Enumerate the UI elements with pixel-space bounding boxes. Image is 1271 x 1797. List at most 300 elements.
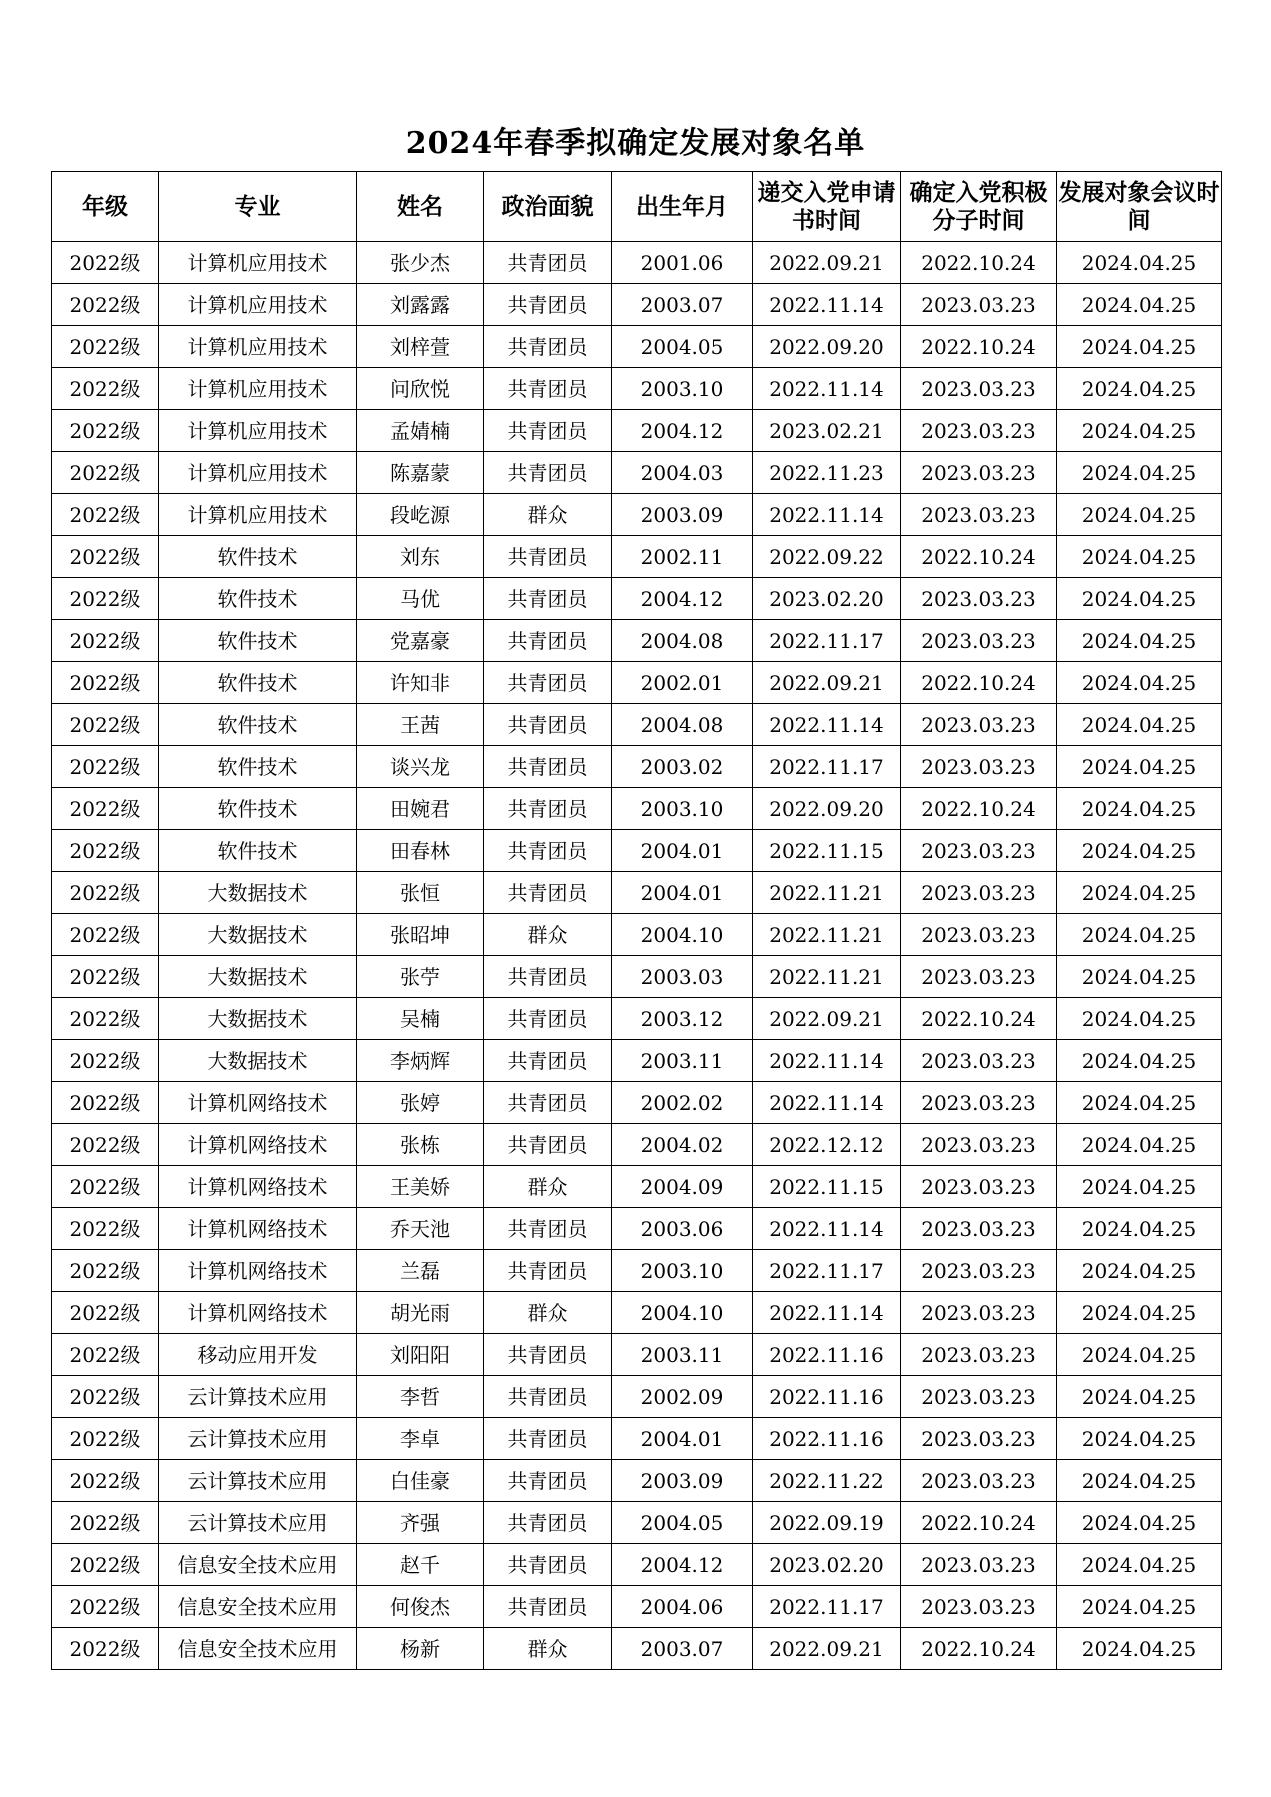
major-cell: 软件技术 [159,620,357,662]
activist-date-cell: 2022.10.24 [901,662,1057,704]
activist-date-cell: 2023.03.23 [901,1208,1057,1250]
activist-date-cell: 2023.03.23 [901,1082,1057,1124]
activist-date-cell: 2023.03.23 [901,620,1057,662]
meeting-date-cell: 2024.04.25 [1057,956,1222,998]
grade-cell: 2022级 [52,872,159,914]
table-row [52,1460,1222,1502]
political-status-cell: 群众 [484,1166,612,1208]
activist-date-cell: 2023.03.23 [901,1250,1057,1292]
name-cell: 齐强 [357,1502,484,1544]
name-cell: 段屹源 [357,494,484,536]
meeting-date-cell: 2024.04.25 [1057,242,1222,284]
table-row [52,578,1222,620]
major-cell: 移动应用开发 [159,1334,357,1376]
header-activist-date: 确定入党积极分子时间 [901,172,1057,242]
major-cell: 大数据技术 [159,998,357,1040]
application-date-cell: 2022.09.21 [753,662,901,704]
name-cell: 马优 [357,578,484,620]
name-cell: 张恒 [357,872,484,914]
name-cell: 谈兴龙 [357,746,484,788]
activist-date-cell: 2023.03.23 [901,1334,1057,1376]
meeting-date-cell: 2024.04.25 [1057,914,1222,956]
birth-date-cell: 2004.10 [612,1292,753,1334]
application-date-cell: 2022.11.15 [753,830,901,872]
birth-date-cell: 2002.11 [612,536,753,578]
header-row [52,172,1222,242]
table-row [52,1082,1222,1124]
table-row [52,452,1222,494]
name-cell: 杨新 [357,1628,484,1670]
major-cell: 云计算技术应用 [159,1418,357,1460]
application-date-cell: 2022.11.16 [753,1334,901,1376]
political-status-cell: 共青团员 [484,662,612,704]
birth-date-cell: 2004.08 [612,620,753,662]
activist-date-cell: 2023.03.23 [901,368,1057,410]
activist-date-cell: 2023.03.23 [901,1292,1057,1334]
table-row [52,956,1222,998]
name-cell: 兰磊 [357,1250,484,1292]
political-status-cell: 共青团员 [484,998,612,1040]
table-row [52,410,1222,452]
table-row [52,494,1222,536]
birth-date-cell: 2004.08 [612,704,753,746]
activist-date-cell: 2023.03.23 [901,578,1057,620]
table-row [52,1334,1222,1376]
major-cell: 软件技术 [159,788,357,830]
activist-date-cell: 2023.03.23 [901,1418,1057,1460]
birth-date-cell: 2003.09 [612,1460,753,1502]
birth-date-cell: 2004.01 [612,1418,753,1460]
grade-cell: 2022级 [52,284,159,326]
table-row [52,914,1222,956]
political-status-cell: 共青团员 [484,746,612,788]
name-cell: 李炳辉 [357,1040,484,1082]
meeting-date-cell: 2024.04.25 [1057,1250,1222,1292]
political-status-cell: 共青团员 [484,704,612,746]
major-cell: 大数据技术 [159,1040,357,1082]
header-meeting-date: 发展对象会议时间 [1057,172,1222,242]
birth-date-cell: 2003.03 [612,956,753,998]
birth-date-cell: 2004.03 [612,452,753,494]
meeting-date-cell: 2024.04.25 [1057,1586,1222,1628]
major-cell: 计算机网络技术 [159,1208,357,1250]
table-row [52,1250,1222,1292]
activist-date-cell: 2022.10.24 [901,536,1057,578]
grade-cell: 2022级 [52,578,159,620]
political-status-cell: 共青团员 [484,1082,612,1124]
grade-cell: 2022级 [52,662,159,704]
major-cell: 计算机应用技术 [159,494,357,536]
meeting-date-cell: 2024.04.25 [1057,1334,1222,1376]
major-cell: 软件技术 [159,662,357,704]
table-row [52,620,1222,662]
political-status-cell: 共青团员 [484,284,612,326]
application-date-cell: 2022.09.20 [753,788,901,830]
application-date-cell: 2022.11.14 [753,704,901,746]
political-status-cell: 共青团员 [484,956,612,998]
name-cell: 田春林 [357,830,484,872]
meeting-date-cell: 2024.04.25 [1057,536,1222,578]
activist-date-cell: 2022.10.24 [901,788,1057,830]
name-cell: 张栋 [357,1124,484,1166]
activist-date-cell: 2022.10.24 [901,242,1057,284]
birth-date-cell: 2004.09 [612,1166,753,1208]
activist-date-cell: 2023.03.23 [901,1166,1057,1208]
meeting-date-cell: 2024.04.25 [1057,326,1222,368]
header-name: 姓名 [357,172,484,242]
table-row [52,830,1222,872]
major-cell: 信息安全技术应用 [159,1628,357,1670]
birth-date-cell: 2003.07 [612,1628,753,1670]
grade-cell: 2022级 [52,452,159,494]
grade-cell: 2022级 [52,1208,159,1250]
meeting-date-cell: 2024.04.25 [1057,410,1222,452]
grade-cell: 2022级 [52,1334,159,1376]
application-date-cell: 2022.09.20 [753,326,901,368]
application-date-cell: 2022.09.21 [753,998,901,1040]
birth-date-cell: 2003.06 [612,1208,753,1250]
activist-date-cell: 2023.03.23 [901,1544,1057,1586]
political-status-cell: 共青团员 [484,788,612,830]
meeting-date-cell: 2024.04.25 [1057,998,1222,1040]
name-cell: 刘梓萱 [357,326,484,368]
birth-date-cell: 2003.10 [612,368,753,410]
major-cell: 计算机应用技术 [159,368,357,410]
political-status-cell: 共青团员 [484,1544,612,1586]
application-date-cell: 2022.11.14 [753,284,901,326]
name-cell: 吴楠 [357,998,484,1040]
header-major: 专业 [159,172,357,242]
application-date-cell: 2022.11.17 [753,746,901,788]
meeting-date-cell: 2024.04.25 [1057,578,1222,620]
birth-date-cell: 2004.06 [612,1586,753,1628]
major-cell: 大数据技术 [159,914,357,956]
table-row [52,998,1222,1040]
roster-body [52,242,1222,1670]
birth-date-cell: 2003.10 [612,788,753,830]
political-status-cell: 共青团员 [484,1040,612,1082]
grade-cell: 2022级 [52,704,159,746]
grade-cell: 2022级 [52,1460,159,1502]
major-cell: 软件技术 [159,578,357,620]
meeting-date-cell: 2024.04.25 [1057,1166,1222,1208]
application-date-cell: 2022.11.15 [753,1166,901,1208]
name-cell: 胡光雨 [357,1292,484,1334]
meeting-date-cell: 2024.04.25 [1057,704,1222,746]
activist-date-cell: 2023.03.23 [901,1586,1057,1628]
political-status-cell: 群众 [484,1628,612,1670]
activist-date-cell: 2023.03.23 [901,1376,1057,1418]
name-cell: 陈嘉蒙 [357,452,484,494]
grade-cell: 2022级 [52,1124,159,1166]
meeting-date-cell: 2024.04.25 [1057,494,1222,536]
meeting-date-cell: 2024.04.25 [1057,1082,1222,1124]
table-row [52,1040,1222,1082]
header-political-status: 政治面貌 [484,172,612,242]
grade-cell: 2022级 [52,536,159,578]
application-date-cell: 2022.11.21 [753,872,901,914]
grade-cell: 2022级 [52,1502,159,1544]
table-row [52,1502,1222,1544]
activist-date-cell: 2023.03.23 [901,872,1057,914]
political-status-cell: 群众 [484,1292,612,1334]
political-status-cell: 共青团员 [484,578,612,620]
name-cell: 王美娇 [357,1166,484,1208]
major-cell: 计算机网络技术 [159,1250,357,1292]
header-application-date: 递交入党申请书时间 [753,172,901,242]
application-date-cell: 2022.11.14 [753,1040,901,1082]
meeting-date-cell: 2024.04.25 [1057,1418,1222,1460]
name-cell: 许知非 [357,662,484,704]
activist-date-cell: 2023.03.23 [901,1124,1057,1166]
political-status-cell: 共青团员 [484,1250,612,1292]
activist-date-cell: 2022.10.24 [901,1628,1057,1670]
grade-cell: 2022级 [52,1376,159,1418]
meeting-date-cell: 2024.04.25 [1057,1460,1222,1502]
grade-cell: 2022级 [52,956,159,998]
table-row [52,788,1222,830]
birth-date-cell: 2003.12 [612,998,753,1040]
major-cell: 计算机网络技术 [159,1166,357,1208]
major-cell: 计算机应用技术 [159,452,357,494]
meeting-date-cell: 2024.04.25 [1057,830,1222,872]
activist-date-cell: 2023.03.23 [901,452,1057,494]
header-grade: 年级 [52,172,159,242]
grade-cell: 2022级 [52,1628,159,1670]
table-row [52,704,1222,746]
application-date-cell: 2022.12.12 [753,1124,901,1166]
table-row [52,242,1222,284]
meeting-date-cell: 2024.04.25 [1057,1292,1222,1334]
grade-cell: 2022级 [52,494,159,536]
major-cell: 云计算技术应用 [159,1376,357,1418]
name-cell: 张婷 [357,1082,484,1124]
activist-date-cell: 2023.03.23 [901,704,1057,746]
meeting-date-cell: 2024.04.25 [1057,1502,1222,1544]
table-row [52,872,1222,914]
grade-cell: 2022级 [52,1586,159,1628]
major-cell: 大数据技术 [159,872,357,914]
grade-cell: 2022级 [52,368,159,410]
name-cell: 张昭坤 [357,914,484,956]
application-date-cell: 2022.11.17 [753,620,901,662]
grade-cell: 2022级 [52,1418,159,1460]
grade-cell: 2022级 [52,788,159,830]
major-cell: 大数据技术 [159,956,357,998]
political-status-cell: 共青团员 [484,1502,612,1544]
political-status-cell: 共青团员 [484,1124,612,1166]
birth-date-cell: 2004.05 [612,326,753,368]
major-cell: 信息安全技术应用 [159,1544,357,1586]
table-row [52,326,1222,368]
meeting-date-cell: 2024.04.25 [1057,1208,1222,1250]
application-date-cell: 2022.11.16 [753,1418,901,1460]
table-row [52,746,1222,788]
major-cell: 信息安全技术应用 [159,1586,357,1628]
political-status-cell: 群众 [484,494,612,536]
major-cell: 软件技术 [159,704,357,746]
application-date-cell: 2022.11.14 [753,1208,901,1250]
activist-date-cell: 2022.10.24 [901,1502,1057,1544]
political-status-cell: 共青团员 [484,452,612,494]
application-date-cell: 2023.02.20 [753,578,901,620]
birth-date-cell: 2002.09 [612,1376,753,1418]
name-cell: 李卓 [357,1418,484,1460]
grade-cell: 2022级 [52,1166,159,1208]
birth-date-cell: 2003.09 [612,494,753,536]
political-status-cell: 共青团员 [484,242,612,284]
meeting-date-cell: 2024.04.25 [1057,872,1222,914]
meeting-date-cell: 2024.04.25 [1057,1628,1222,1670]
major-cell: 软件技术 [159,746,357,788]
meeting-date-cell: 2024.04.25 [1057,1040,1222,1082]
birth-date-cell: 2002.02 [612,1082,753,1124]
table-row [52,1418,1222,1460]
major-cell: 软件技术 [159,830,357,872]
grade-cell: 2022级 [52,242,159,284]
birth-date-cell: 2004.01 [612,830,753,872]
activist-date-cell: 2023.03.23 [901,284,1057,326]
political-status-cell: 共青团员 [484,830,612,872]
grade-cell: 2022级 [52,1250,159,1292]
activist-date-cell: 2023.03.23 [901,494,1057,536]
activist-date-cell: 2023.03.23 [901,1460,1057,1502]
meeting-date-cell: 2024.04.25 [1057,620,1222,662]
application-date-cell: 2022.09.21 [753,242,901,284]
name-cell: 党嘉豪 [357,620,484,662]
header-birth-date: 出生年月 [612,172,753,242]
application-date-cell: 2022.09.19 [753,1502,901,1544]
grade-cell: 2022级 [52,1082,159,1124]
major-cell: 计算机应用技术 [159,410,357,452]
political-status-cell: 共青团员 [484,1376,612,1418]
political-status-cell: 群众 [484,914,612,956]
activist-date-cell: 2023.03.23 [901,914,1057,956]
meeting-date-cell: 2024.04.25 [1057,662,1222,704]
table-row [52,284,1222,326]
grade-cell: 2022级 [52,1544,159,1586]
name-cell: 刘阳阳 [357,1334,484,1376]
birth-date-cell: 2003.10 [612,1250,753,1292]
name-cell: 何俊杰 [357,1586,484,1628]
activist-date-cell: 2023.03.23 [901,956,1057,998]
political-status-cell: 共青团员 [484,620,612,662]
birth-date-cell: 2003.02 [612,746,753,788]
grade-cell: 2022级 [52,830,159,872]
birth-date-cell: 2004.12 [612,578,753,620]
meeting-date-cell: 2024.04.25 [1057,1544,1222,1586]
activist-date-cell: 2022.10.24 [901,326,1057,368]
birth-date-cell: 2003.11 [612,1040,753,1082]
birth-date-cell: 2001.06 [612,242,753,284]
meeting-date-cell: 2024.04.25 [1057,1376,1222,1418]
name-cell: 问欣悦 [357,368,484,410]
meeting-date-cell: 2024.04.25 [1057,788,1222,830]
birth-date-cell: 2004.12 [612,410,753,452]
major-cell: 云计算技术应用 [159,1460,357,1502]
meeting-date-cell: 2024.04.25 [1057,746,1222,788]
table-row [52,1124,1222,1166]
table-row [52,1628,1222,1670]
grade-cell: 2022级 [52,1040,159,1082]
activist-date-cell: 2023.03.23 [901,746,1057,788]
grade-cell: 2022级 [52,620,159,662]
birth-date-cell: 2004.02 [612,1124,753,1166]
major-cell: 软件技术 [159,536,357,578]
name-cell: 刘露露 [357,284,484,326]
political-status-cell: 共青团员 [484,326,612,368]
meeting-date-cell: 2024.04.25 [1057,368,1222,410]
application-date-cell: 2022.11.17 [753,1250,901,1292]
table-row [52,368,1222,410]
application-date-cell: 2022.11.14 [753,1082,901,1124]
roster-table [51,171,1222,1670]
political-status-cell: 共青团员 [484,1334,612,1376]
grade-cell: 2022级 [52,1292,159,1334]
major-cell: 计算机应用技术 [159,326,357,368]
name-cell: 刘东 [357,536,484,578]
grade-cell: 2022级 [52,914,159,956]
application-date-cell: 2022.11.14 [753,1292,901,1334]
political-status-cell: 共青团员 [484,1418,612,1460]
major-cell: 计算机应用技术 [159,242,357,284]
birth-date-cell: 2002.01 [612,662,753,704]
birth-date-cell: 2004.10 [612,914,753,956]
major-cell: 计算机应用技术 [159,284,357,326]
political-status-cell: 共青团员 [484,872,612,914]
name-cell: 白佳豪 [357,1460,484,1502]
birth-date-cell: 2004.12 [612,1544,753,1586]
application-date-cell: 2022.11.22 [753,1460,901,1502]
application-date-cell: 2022.09.22 [753,536,901,578]
application-date-cell: 2022.11.14 [753,368,901,410]
application-date-cell: 2023.02.20 [753,1544,901,1586]
political-status-cell: 共青团员 [484,1208,612,1250]
activist-date-cell: 2022.10.24 [901,998,1057,1040]
name-cell: 张苧 [357,956,484,998]
application-date-cell: 2022.11.16 [753,1376,901,1418]
activist-date-cell: 2023.03.23 [901,830,1057,872]
activist-date-cell: 2023.03.23 [901,410,1057,452]
application-date-cell: 2022.11.17 [753,1586,901,1628]
name-cell: 孟婧楠 [357,410,484,452]
major-cell: 计算机网络技术 [159,1124,357,1166]
application-date-cell: 2022.11.21 [753,956,901,998]
major-cell: 计算机网络技术 [159,1292,357,1334]
table-row [52,1544,1222,1586]
grade-cell: 2022级 [52,410,159,452]
major-cell: 云计算技术应用 [159,1502,357,1544]
table-row [52,536,1222,578]
page-title: 2024年春季拟确定发展对象名单 [405,126,866,161]
table-row [52,1586,1222,1628]
political-status-cell: 共青团员 [484,1586,612,1628]
birth-date-cell: 2003.07 [612,284,753,326]
name-cell: 李哲 [357,1376,484,1418]
table-row [52,1208,1222,1250]
political-status-cell: 共青团员 [484,368,612,410]
table-row [52,1376,1222,1418]
grade-cell: 2022级 [52,998,159,1040]
application-date-cell: 2022.11.21 [753,914,901,956]
birth-date-cell: 2004.05 [612,1502,753,1544]
birth-date-cell: 2004.01 [612,872,753,914]
application-date-cell: 2022.11.23 [753,452,901,494]
name-cell: 王茜 [357,704,484,746]
meeting-date-cell: 2024.04.25 [1057,284,1222,326]
name-cell: 赵千 [357,1544,484,1586]
political-status-cell: 共青团员 [484,410,612,452]
